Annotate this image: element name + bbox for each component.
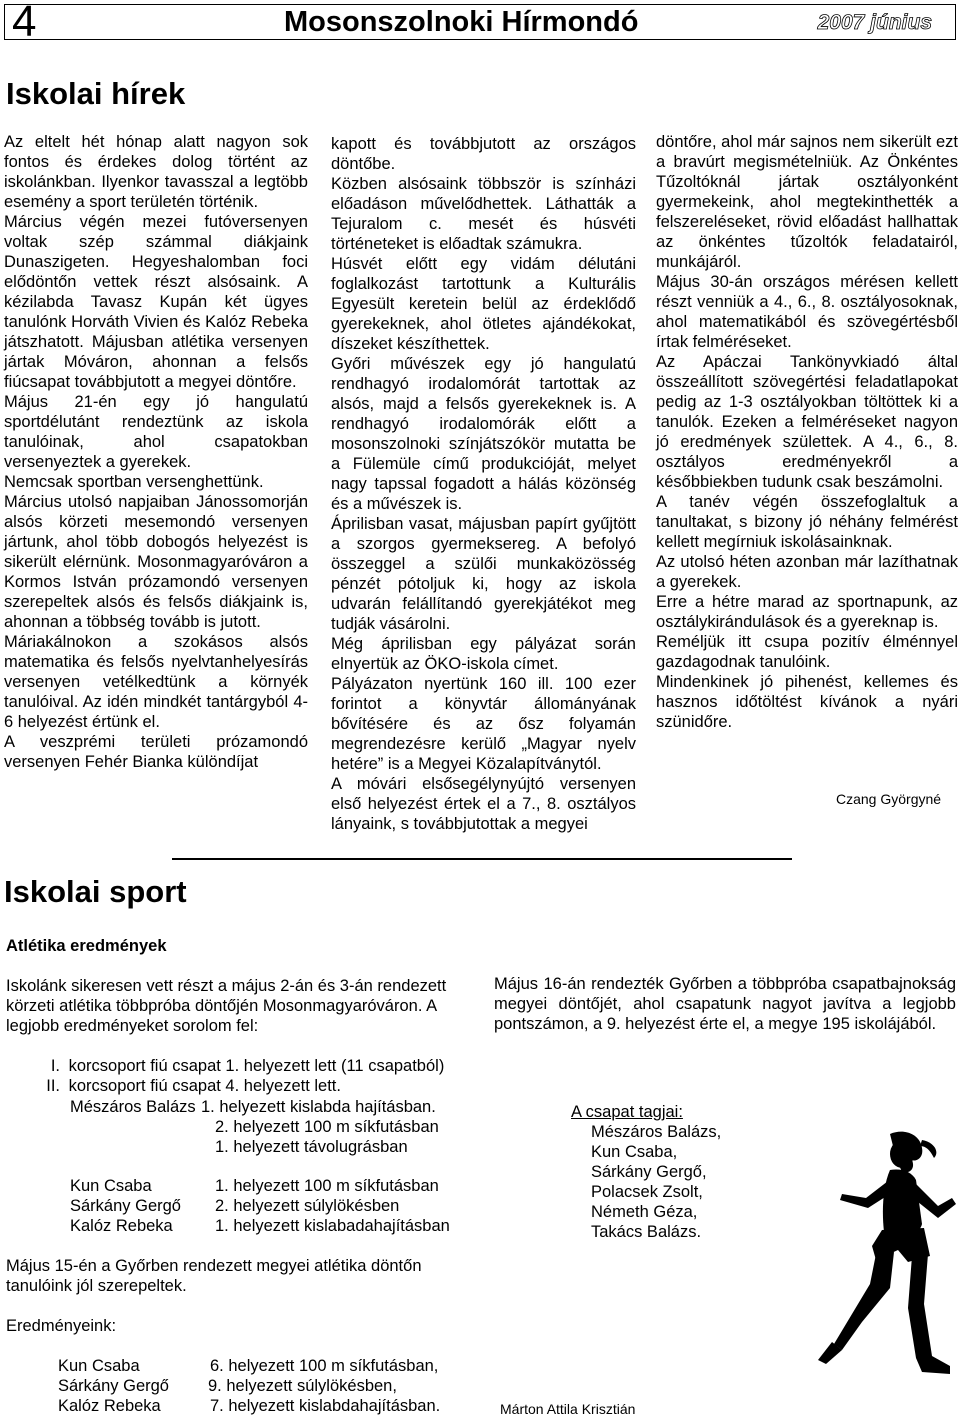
athlete-result: 9. helyezett súlylökésben, — [208, 1377, 397, 1395]
group-text: korcsoport fiú csapat 4. helyezett lett. — [68, 1077, 341, 1095]
paragraph: Húsvét előtt egy vidám délutáni foglalkozást tartottunk a Kulturális Egyesült keretein belül az érdeklődő gyerekeknek, ahol ötletes ajándékokat, díszeket készíthettek. — [331, 255, 636, 353]
may15-text: Május 15-én a Győrben rendezett megyei atlétika döntőn tanulóink jól szerepeltek. — [6, 1257, 422, 1295]
team-member: Mészáros Balázs, — [591, 1123, 722, 1141]
results-label: Eredményeink: — [6, 1317, 117, 1335]
paragraph: Nemcsak sportban versenghettünk. — [4, 473, 264, 491]
athlete-result: 1. helyezett kislabadahajításban — [215, 1217, 450, 1235]
team-label: A csapat tagjai: — [571, 1103, 683, 1121]
news-signature: Czang Györgyné — [836, 791, 942, 807]
paragraph: döntőre, ahol már sajnos nem sikerült ezt a bravúrt megismételniük. Az Önkéntes Tűzoltóknál jártak osztályonként gyermekeink, ahol megtekinthették a felszereléseket, rövid előadást hallhattak az önkéntes tűzoltók feladatairól, munkájáról. — [656, 133, 958, 271]
paragraph: kapott és továbbjutott az országos döntőbe. — [331, 135, 636, 173]
paragraph: Áprilisban vasat, májusban papírt gyűjtött a szorgos gyermeksereg. A befolyó összeggel a szülői munkaközösség pénzét pótoljuk ki, hogy az iskola udvarán felállítandó gyerekjátékot meg tudják vásárolni. — [331, 515, 636, 633]
group-number: I. — [50, 1057, 60, 1075]
news-heading: Iskolai hírek — [6, 76, 186, 111]
paragraph: Május 30-án országos mérésen kellett részt venniük a 4., 6., 8. osztályosoknak, ahol matematikából és szövegértésből írtak felméréseket. — [656, 273, 958, 351]
group-row — [36, 1056, 444, 1076]
athlete-result: 1. helyezett kislabda hajításban. — [201, 1098, 436, 1116]
team-member: Takács Balázs. — [591, 1223, 702, 1241]
athlete-name: Kalóz Rebeka — [70, 1217, 173, 1235]
paragraph: Március utolsó napjaiban Jánossomorján alsós körzeti mesemondó versenyen jártunk, ahol több dobogós helyezést is sikerült elérnünk. Mosonmagyaróváron a Kormos István prózamondó versenyen szerepeltek alsós és felsős diákjaink is, ahonnan a többség tovább is jutott. — [4, 493, 308, 631]
paragraph: Még áprilisban egy pályázat során elnyertük az ÖKO-iskola címet. — [331, 635, 636, 673]
group-row — [36, 1076, 341, 1096]
paragraph: Az Apáczai Tankönyvkiadó által összeállított szövegértési feladatlapokat pedig az 1-3 osztályokban töltöttek ki a tanulók. Ezeken a felméréseket nagyon jó eredmények születtek. A 4., 6., 8. osztályos eredményekről a későbbiekben tudunk csak beszámolni. — [656, 353, 958, 491]
athlete-result: 1. helyezett 100 m síkfutásban — [215, 1177, 439, 1195]
result-row — [58, 1396, 440, 1416]
result-row — [70, 1137, 408, 1157]
page-number: 4 — [12, 0, 37, 46]
team-member: Polacsek Zsolt, — [591, 1183, 703, 1201]
athlete-result: 2. helyezett súlylökésben — [215, 1197, 400, 1215]
issue-date: 2007 június — [817, 11, 932, 34]
news-column-1 — [4, 132, 308, 772]
paragraph: Május 21-én egy jó hangulatú sportdélutánt rendeztünk az iskola tanulóinak, ahol csapatokban versenyeztek a gyerekek. — [4, 393, 308, 471]
section-divider — [172, 858, 792, 860]
team-member: Sárkány Gergő, — [591, 1163, 707, 1181]
paragraph: Máriakálnokon a szokásos alsós matematika és felsős nyelvtanhelyesírás versenyen vetélkedtünk a környék tanulóival. Az idén mindkét tantárgyból 4-6 helyezést értünk el. — [4, 633, 308, 731]
athletics-subheading: Atlétika eredmények — [6, 937, 167, 955]
athlete-name: Kun Csaba — [70, 1177, 152, 1195]
paragraph: A tanév végén összefoglaltuk a tanultakat, s bizony jó néhány felmérést kellett megírniuk iskolásainknak. — [656, 493, 958, 551]
paragraph: Erre a hétre marad az sportnapunk, az osztálykirándulások és a gyereknap is. — [656, 593, 958, 631]
paragraph: A veszprémi területi prózamondó versenyen Fehér Bianka különdíjat — [4, 733, 308, 771]
news-column-3 — [656, 132, 958, 732]
sport-signature: Márton Attila Krisztián — [500, 1401, 636, 1417]
athlete-name: Kalóz Rebeka — [58, 1397, 161, 1415]
athlete-result: 2. helyezett 100 m síkfutásban — [215, 1118, 439, 1136]
athlete-name: Mészáros Balázs — [70, 1098, 196, 1116]
athlete-result: 6. helyezett 100 m síkfutásban, — [210, 1357, 439, 1375]
team-member: Kun Csaba, — [591, 1143, 678, 1161]
paragraph: Mindenkinek jó pihenést, kellemes és hasznos időtöltést kívánok a nyári szünidőre. — [656, 673, 958, 731]
athlete-name: Kun Csaba — [58, 1357, 140, 1375]
paragraph: Győri művészek egy jó hangulatú rendhagyó irodalomórát tartottak az alsós, majd a felsős gyerekeknek is. A rendhagyó irodalomórák előtt a mosonszolnoki színjátszókör mutatta be a Fülemüle című produkcióját, melyet nagy tapssal fogadott a hálás közönség és a művészek is. — [331, 355, 636, 513]
paragraph: Közben alsósaink többször is színházi előadáson művelődhettek. Láthatták a Tejuralom c. mesét és húsvéti történeteket is előadtak számukra. — [331, 175, 636, 253]
result-row — [70, 1117, 439, 1137]
newspaper-title: Mosonszolnoki Hírmondó — [284, 6, 639, 38]
paragraph: Az utolsó héten azonban már lazíthatnak a gyerekek. — [656, 553, 958, 591]
may16-text: Május 16-án rendezték Győrben a többpróba csapatbajnokság megyei döntőjét, ahol csapatunk nagyot javítva a legjobb pontszámon, a 9. helyezést érte el, a megye 195 iskolájából. — [494, 975, 956, 1033]
athlete-name: Sárkány Gergő — [58, 1377, 169, 1395]
group-text: korcsoport fiú csapat 1. helyezett lett (11 csapatból) — [68, 1057, 445, 1075]
team-list — [591, 1122, 791, 1242]
result-row — [70, 1216, 450, 1236]
runner-silhouette-icon — [812, 1128, 960, 1408]
paragraph: Az eltelt hét hónap alatt nagyon sok fontos és érdekes dolog történt az iskolánkban. Ilyenkor tavasszal a legtöbb esemény a sport területén történik. — [4, 133, 308, 211]
result-row — [70, 1196, 399, 1216]
result-row — [70, 1176, 439, 1196]
news-column-2 — [331, 134, 636, 834]
sport-heading: Iskolai sport — [4, 874, 187, 909]
result-row — [58, 1356, 438, 1376]
paragraph: Pályázaton nyertünk 160 ill. 100 ezer forintot a könyvtár állományának bővítésére és az ősz folyamán megrendezésre kerülő „Magyar nyelv hetére” is a Megyei Közalapítványtól. — [331, 675, 636, 773]
sport-intro: Iskolánk sikeresen vett részt a május 2-án és 3-án rendezett körzeti atlétika többpróba döntőjén Mosonmagyaróváron. A legjobb eredményeket sorolom fel: — [6, 977, 447, 1035]
athlete-name: Sárkány Gergő — [70, 1197, 181, 1215]
athlete-result: 7. helyezett kislabdahajításban. — [210, 1397, 441, 1415]
paragraph: Március végén mezei futóversenyen voltak szép számmal diákjaink Dunaszigeten. Hegyeshalomban foci elődöntőn vettek részt alsósaink. A kézilabda Tavasz Kupán két ügyes tanulónk Horváth Vivien és Kalóz Rebeka játszhatott. Májusban atlétika versenyen jártak Móváron, ahonnan a felsős fiúcsapat továbbjutott a megyei döntőre. — [4, 213, 308, 391]
group-number: II. — [46, 1077, 60, 1095]
team-member: Németh Géza, — [591, 1203, 698, 1221]
paragraph: A móvári elsősegélynyújtó versenyen első helyezést értek el a 7., 8. osztályos lányaink, s továbbjutottak a megyei — [331, 775, 636, 833]
paragraph: Reméljük itt csupa pozitív élménnyel gazdagodnak tanulóink. — [656, 633, 958, 671]
result-row — [70, 1097, 436, 1117]
athlete-result: 1. helyezett távolugrásban — [215, 1138, 408, 1156]
result-row — [58, 1376, 397, 1396]
